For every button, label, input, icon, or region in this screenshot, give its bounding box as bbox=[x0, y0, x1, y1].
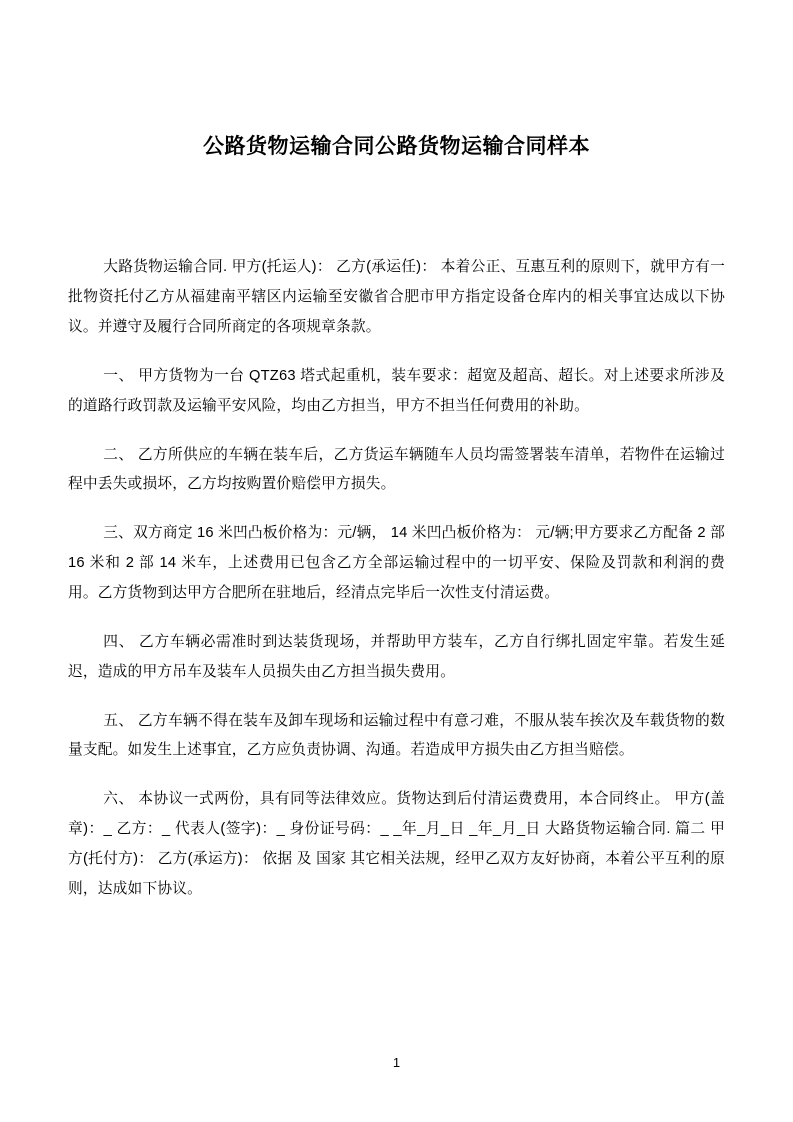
paragraph-clause-5: 五、 乙方车辆不得在装车及卸车现场和运输过程中有意刁难，不服从装车挨次及车载货物的数量支配。如发生上述事宜，乙方应负责协调、沟通。若造成甲方损失由乙方担当赔偿。 bbox=[68, 712, 725, 759]
paragraph-clause-2: 二、 乙方所供应的车辆在装车后，乙方货运车辆随车人员均需签署装车清单，若物件在运输过程中丢失或损坏，乙方均按购置价赔偿甲方损失。 bbox=[68, 446, 725, 493]
paragraph-clause-1: 一、 甲方货物为一台 QTZ63 塔式起重机，装车要求：超宽及超高、超长。对上述要求所涉及的道路行政罚款及运输平安风险，均由乙方担当，甲方不担当任何费用的补助。 bbox=[68, 367, 725, 414]
paragraph-clause-6: 六、 本协议一式两份，具有同等法律效应。货物达到后付清运费费用，本合同终止。 甲方(盖章)：_ 乙方：_ 代表人(签字)：_ 身份证号码：_ _年_月_日 _年_月_日 大路货物运输合同. 篇二 甲方(托付方)： 乙方(承运方)： 依据 及 国家 其它相关法规，经甲乙双方友好协商，本着公平互利的原则，达成如下协议。 bbox=[68, 791, 725, 897]
document-body bbox=[68, 253, 725, 904]
paragraph-preamble: 大路货物运输合同. 甲方(托运人)： 乙方(承运任)： 本着公正、互惠互利的原则下，就甲方有一批物资托付乙方从福建南平辖区内运输至安徽省合肥市甲方指定设备仓库内的相关事宜达成以下协议。并遵守及履行合同所商定的各项规章条款。 bbox=[68, 259, 725, 336]
page-title: 公路货物运输合同公路货物运输合同样本 bbox=[203, 135, 590, 158]
paragraph-clause-4: 四、 乙方车辆必需准时到达装货现场，并帮助甲方装车，乙方自行绑扎固定牢靠。若发生延迟，造成的甲方吊车及装车人员损失由乙方担当损失费用。 bbox=[68, 633, 725, 680]
page-number: 1 bbox=[392, 1055, 401, 1070]
paragraph-clause-3: 三、双方商定 16 米凹凸板价格为：元/辆， 14 米凹凸板价格为： 元/辆;甲方要求乙方配备 2 部 16 米和 2 部 14 米车，上述费用已包含乙方全部运输过程中的一切平安、保险及罚款和利润的费用。乙方货物到达甲方合肥所在驻地后，经清点完毕后一次性支付清运费。 bbox=[68, 525, 725, 601]
